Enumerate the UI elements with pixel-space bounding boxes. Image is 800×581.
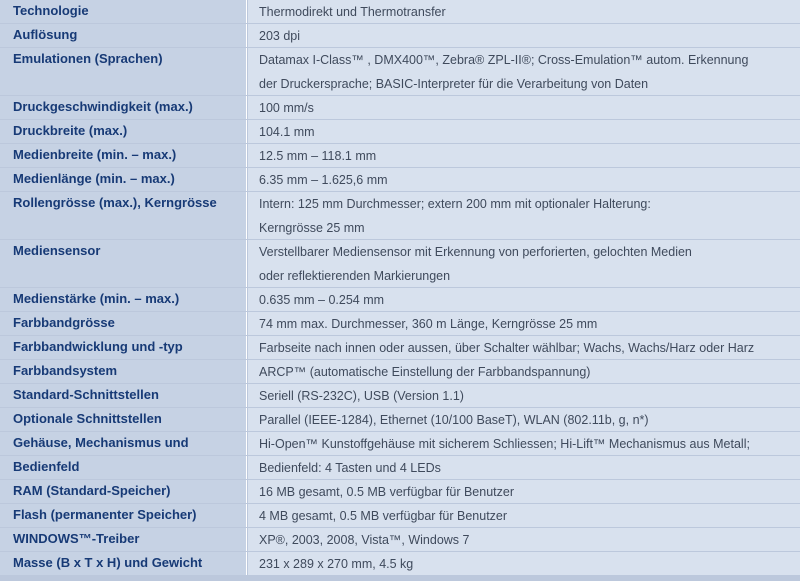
spec-row bbox=[0, 192, 800, 239]
spec-value bbox=[248, 312, 800, 335]
spec-value bbox=[248, 120, 800, 143]
spec-label-text: Auflösung bbox=[13, 27, 78, 42]
spec-row bbox=[0, 96, 800, 119]
spec-value-line: oder reflektierenden Markierungen bbox=[259, 269, 451, 283]
spec-value-line: Thermodirekt und Thermotransfer bbox=[259, 5, 446, 19]
spec-label bbox=[0, 48, 247, 95]
spec-label bbox=[0, 24, 247, 47]
spec-label bbox=[0, 432, 247, 455]
spec-value bbox=[248, 336, 800, 359]
spec-row bbox=[0, 168, 800, 191]
spec-value bbox=[248, 168, 800, 191]
spec-value-line: Seriell (RS-232C), USB (Version 1.1) bbox=[259, 389, 464, 403]
spec-value-line: 203 dpi bbox=[259, 29, 301, 43]
spec-value bbox=[248, 48, 800, 95]
spec-row bbox=[0, 456, 800, 479]
spec-value-line: 6.35 mm – 1.625,6 mm bbox=[259, 173, 388, 187]
spec-label bbox=[0, 504, 247, 527]
spec-row bbox=[0, 336, 800, 359]
spec-value-line: Verstellbarer Mediensensor mit Erkennung von perforierten, gelochten Medien bbox=[259, 245, 692, 259]
spec-label-text: Druckbreite (max.) bbox=[13, 123, 128, 138]
spec-label bbox=[0, 480, 247, 503]
spec-value bbox=[248, 528, 800, 551]
spec-label bbox=[0, 528, 247, 551]
spec-label bbox=[0, 192, 247, 239]
spec-label-text: Farbbandsystem bbox=[13, 363, 118, 378]
spec-label bbox=[0, 456, 247, 479]
spec-label bbox=[0, 240, 247, 287]
spec-value-line: 104.1 mm bbox=[259, 125, 315, 139]
spec-label bbox=[0, 144, 247, 167]
spec-value-line: Farbseite nach innen oder aussen, über Schalter wählbar; Wachs, Wachs/Harz oder Harz bbox=[259, 341, 755, 355]
spec-value-line: Intern: 125 mm Durchmesser; extern 200 mm mit optionaler Halterung: bbox=[259, 197, 651, 211]
spec-label-text: Rollengrösse (max.), Kerngrösse bbox=[13, 195, 217, 210]
spec-value bbox=[248, 552, 800, 575]
spec-label-text: Flash (permanenter Speicher) bbox=[13, 507, 197, 522]
spec-row bbox=[0, 384, 800, 407]
spec-label-text: Masse (B x T x H) und Gewicht bbox=[13, 555, 203, 570]
spec-label-text: Technologie bbox=[13, 3, 89, 18]
spec-label-text: Druckgeschwindigkeit (max.) bbox=[13, 99, 193, 114]
spec-label bbox=[0, 384, 247, 407]
spec-label-text: Standard-Schnittstellen bbox=[13, 387, 159, 402]
spec-label-text: Medienstärke (min. – max.) bbox=[13, 291, 180, 306]
spec-label bbox=[0, 288, 247, 311]
spec-value bbox=[248, 288, 800, 311]
spec-label bbox=[0, 168, 247, 191]
spec-label-text: Medienbreite (min. – max.) bbox=[13, 147, 177, 162]
spec-row bbox=[0, 480, 800, 503]
spec-row bbox=[0, 0, 800, 23]
spec-label bbox=[0, 360, 247, 383]
spec-label-text: Medienlänge (min. – max.) bbox=[13, 171, 175, 186]
spec-value bbox=[248, 144, 800, 167]
spec-value-line: 4 MB gesamt, 0.5 MB verfügbar für Benutzer bbox=[259, 509, 508, 523]
spec-value-line: ARCP™ (automatische Einstellung der Farbbandspannung) bbox=[259, 365, 591, 379]
spec-label bbox=[0, 552, 247, 575]
spec-label bbox=[0, 96, 247, 119]
spec-label bbox=[0, 408, 247, 431]
spec-label bbox=[0, 0, 247, 23]
spec-label-text: RAM (Standard-Speicher) bbox=[13, 483, 171, 498]
spec-row bbox=[0, 504, 800, 527]
spec-value bbox=[248, 96, 800, 119]
spec-row bbox=[0, 360, 800, 383]
spec-value-line: 16 MB gesamt, 0.5 MB verfügbar für Benutzer bbox=[259, 485, 514, 499]
spec-label-text: Farbbandwicklung und -typ bbox=[13, 339, 183, 354]
spec-value-line: Hi-Open™ Kunstoffgehäuse mit sicherem Schliessen; Hi-Lift™ Mechanismus aus Metall; bbox=[259, 437, 750, 451]
spec-row bbox=[0, 432, 800, 455]
spec-value-line: 231 x 289 x 270 mm, 4.5 kg bbox=[259, 557, 414, 571]
spec-value-line: 0.635 mm – 0.254 mm bbox=[259, 293, 385, 307]
spec-label bbox=[0, 120, 247, 143]
spec-value-line: Kerngrösse 25 mm bbox=[259, 221, 365, 235]
spec-row bbox=[0, 552, 800, 575]
spec-value bbox=[248, 360, 800, 383]
spec-value-line: 12.5 mm – 118.1 mm bbox=[259, 149, 377, 163]
spec-value bbox=[248, 480, 800, 503]
spec-label-text: Farbbandgrösse bbox=[13, 315, 115, 330]
spec-value-line: Datamax I-Class™ , DMX400™, Zebra® ZPL-II®; Cross-Emulation™ autom. Erkennung bbox=[259, 53, 749, 67]
spec-value bbox=[248, 384, 800, 407]
spec-value bbox=[248, 192, 800, 239]
spec-row bbox=[0, 312, 800, 335]
spec-label bbox=[0, 336, 247, 359]
spec-value bbox=[248, 504, 800, 527]
spec-value-line: Parallel (IEEE-1284), Ethernet (10/100 BaseT), WLAN (802.11b, g, n*) bbox=[259, 413, 649, 427]
spec-row bbox=[0, 24, 800, 47]
spec-value-line: 74 mm max. Durchmesser, 360 m Länge, Kerngrösse 25 mm bbox=[259, 317, 598, 331]
spec-row bbox=[0, 528, 800, 551]
spec-value bbox=[248, 0, 800, 23]
spec-row bbox=[0, 144, 800, 167]
spec-value-line: 100 mm/s bbox=[259, 101, 314, 115]
spec-value bbox=[248, 432, 800, 455]
spec-row bbox=[0, 240, 800, 287]
spec-value bbox=[248, 408, 800, 431]
spec-label-text: Optionale Schnittstellen bbox=[13, 411, 162, 426]
spec-row bbox=[0, 48, 800, 95]
spec-label-text: Emulationen (Sprachen) bbox=[13, 51, 163, 66]
spec-label bbox=[0, 312, 247, 335]
spec-value bbox=[248, 240, 800, 287]
spec-label-text: Bedienfeld bbox=[13, 459, 80, 474]
spec-value-line: der Druckersprache; BASIC-Interpreter für die Verarbeitung von Daten bbox=[259, 77, 649, 91]
spec-label-text: WINDOWS™-Treiber bbox=[13, 531, 140, 546]
spec-value bbox=[248, 24, 800, 47]
spec-label-text: Gehäuse, Mechanismus und bbox=[13, 435, 189, 450]
spec-row bbox=[0, 288, 800, 311]
spec-row bbox=[0, 120, 800, 143]
spec-label-text: Mediensensor bbox=[13, 243, 101, 258]
spec-value-line: Bedienfeld: 4 Tasten und 4 LEDs bbox=[259, 461, 441, 475]
spec-value bbox=[248, 456, 800, 479]
spec-value-line: XP®, 2003, 2008, Vista™, Windows 7 bbox=[259, 533, 470, 547]
spec-row bbox=[0, 408, 800, 431]
